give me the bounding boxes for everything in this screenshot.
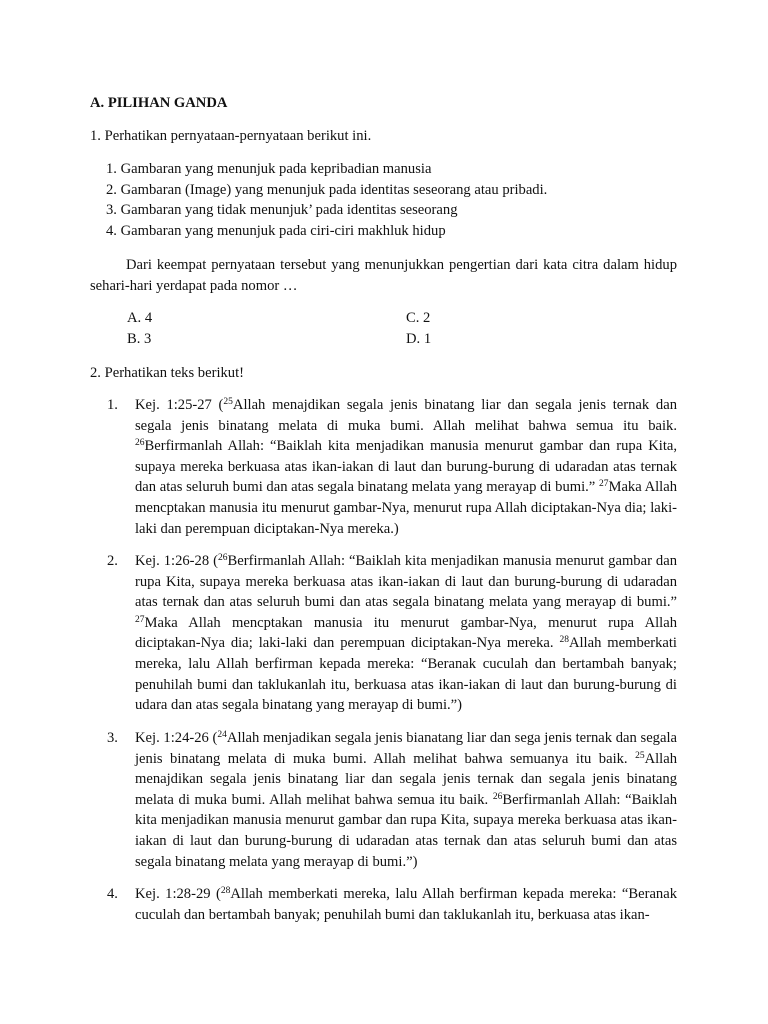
section-heading: A. PILIHAN GANDA — [90, 95, 228, 111]
verse-superscript: 28 — [220, 886, 231, 896]
verse-text-segment: Allah menajdikan segala jenis binatang liar dan segala jenis ternak dan segala jenis binatang melata di muka bumi. Allah melihat bahwa semua itu baik. — [135, 397, 677, 434]
verse-superscript: 26 — [135, 438, 145, 449]
verse-text-segment: Kej. 1:26-28 ( — [135, 553, 219, 569]
statement-item: 3. Gambaran yang tidak menunjuk’ pada identitas seseorang — [106, 202, 458, 219]
statement-item: 1. Gambaran yang menunjuk pada kepribadian manusia — [106, 161, 432, 177]
verse-item-number: 2. — [107, 553, 118, 569]
verse-text-segment: Kej. 1:25-27 ( — [135, 397, 224, 413]
verse-superscript: 28 — [559, 635, 569, 646]
verse-item-text — [135, 395, 677, 539]
verse-item-number: 1. — [107, 397, 118, 413]
verse-superscript: 26 — [492, 791, 503, 802]
verse-superscript: 24 — [217, 730, 227, 740]
verse-text-segment: Kej. 1:24-26 ( — [135, 730, 218, 746]
verse-item — [90, 884, 677, 925]
verse-item-number: 4. — [107, 886, 118, 902]
option-c: C. 2 — [406, 310, 431, 326]
verse-superscript: 26 — [218, 553, 228, 563]
option-b: B. 3 — [127, 331, 152, 347]
verse-superscript: 27 — [135, 614, 145, 625]
verse-text-segment: Berfirmanlah Allah: “Baiklah kita menjadikan manusia menurut gambar dan rupa Kita, supaya mereka berkuasa atas ikan-iakan di laut dan burung-burung di udaradan atas ternak dan atas seluruh bumi dan atas segala binatang melata yang merayap di bumi.” — [135, 553, 678, 611]
verse-item — [90, 551, 677, 716]
verse-item — [90, 395, 677, 539]
verse-text-segment: Berfirmanlah Allah: “Baiklah kita menjadikan manusia menurut gambar dan rupa Kita, supaya mereka berkuasa atas ikan-iakan di laut dan burung-burung di udaradan atas ternak dan atas seluruh bumi dan atas segala binatang melata yang merayap di bumi.” — [135, 438, 677, 496]
statement-item: 4. Gambaran yang menunjuk pada ciri-ciri makhluk hidup — [106, 222, 446, 239]
verse-item-number: 3. — [107, 730, 118, 746]
verse-item-text — [135, 551, 677, 716]
question-2-prompt: 2. Perhatikan teks berikut! — [90, 365, 245, 381]
verse-item-text — [135, 884, 677, 925]
verse-text-segment: Kej. 1:28-29 ( — [135, 886, 221, 902]
verse-superscript: 25 — [223, 397, 233, 407]
verse-item-text — [135, 728, 677, 872]
verse-superscript: 27 — [598, 479, 609, 490]
question-1-prompt: 1. Perhatikan pernyataan-pernyataan berikut ini. — [90, 128, 372, 144]
verse-text-segment: Allah memberkati mereka, lalu Allah berfirman kepada mereka: “Beranak cuculah dan bertambah banyak; penuhilah bumi dan taklukanlah itu, berkuasa atas ikan-iakan di laut dan burung-burung di udara dan atas segala binatang yang merayap di bumi.”) — [135, 635, 677, 714]
option-d: D. 1 — [406, 331, 432, 347]
statement-item: 2. Gambaran (Image) yang menunjuk pada identitas seseorang atau pribadi. — [106, 181, 548, 198]
verse-text-segment: Berfirmanlah Allah: “Baiklah kita menjadikan manusia menurut gambar dan rupa Kita, supaya mereka berkuasa atas ikan-iakan di laut dan burung-burung di udaradan atas ternak dan atas seluruh bumi dan atas segala binatang melata yang merayap di bumi.”) — [135, 791, 678, 870]
verse-text-segment: Allah menajdikan segala jenis binatang liar dan segala jenis ternak dan segala jenis binatang melata di muka bumi. Allah melihat bahwa semua itu baik. — [135, 750, 677, 808]
question-1-body: Dari keempat pernyataan tersebut yang menunjukkan pengertian dari kata citra dalam hidup sehari-hari yerdapat pada nomor … — [90, 257, 677, 294]
verse-text-segment: Maka Allah mencptakan manusia itu menurut gambar-Nya, menurut rupa Allah diciptakan-Nya dia; laki-laki dan perempuan diciptakan-Nya mereka. — [135, 614, 677, 652]
option-a: A. 4 — [127, 310, 153, 326]
verse-superscript: 25 — [635, 750, 645, 761]
verse-text-segment: Allah menjadikan segala jenis bianatang liar dan sega jenis ternak dan segala jenis binatang melata di muka bumi. Allah melihat bahwa semuanya itu baik. — [135, 730, 677, 767]
statement-list — [106, 159, 547, 241]
verse-text-segment: Allah memberkati mereka, lalu Allah berfirman kepada mereka: “Beranak cuculah dan bertambah banyak; penuhilah bumi dan taklukanlah itu, berkuasa atas ikan- — [135, 886, 677, 923]
verse-text-segment: Maka Allah mencptakan manusia itu menurut gambar-Nya, menurut rupa Allah diciptakan-Nya dia; laki-laki dan perempuan diciptakan-Nya mereka.) — [135, 479, 677, 537]
verse-item — [90, 728, 677, 872]
